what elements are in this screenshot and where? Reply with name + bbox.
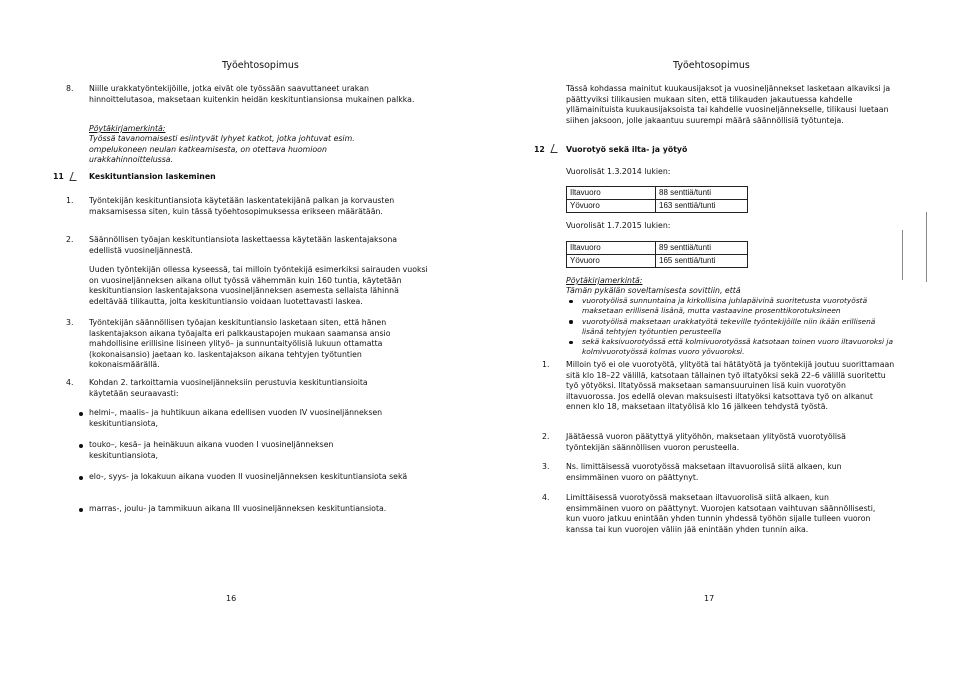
paragraph-number: 4. [542, 493, 550, 502]
bullet-dot [79, 476, 83, 480]
paragraph-2-text: Jäätäessä vuoron päätyttyä ylityöhön, maksetaan ylityöstä vuorotyölisä työntekijän säännöllisen vuoron perusteella. [566, 432, 846, 452]
protocol-bullet-list [566, 296, 896, 358]
shift-amount-cell: 88 senttiä/tunti [656, 187, 748, 200]
intro-text: Tässä kohdassa mainitut kuukausijaksot ja vuosineljännekset lasketaan alkaviksi ja päättyviksi tilikausien mukaan siten, että tilikauden jakautuessa kahdelle yllämainituista kuukausijaksoista tai kahdelle vuosineljännekselle, tilikausi luetaan siihen jaksoon, jolle jakaantuu suurempi määrä säännöllisiä työtunteja. [566, 84, 891, 125]
paragraph-2-text: Säännöllisen työajan keskituntiansiota laskettaessa käytetään laskentajaksona edellistä vuosineljännestä. [89, 235, 398, 255]
page-number: 17 [704, 594, 715, 603]
bullet-item: elo-, syys- ja lokakuun aikana vuoden II vuosineljänneksen keskituntiansiota sekä [89, 472, 408, 481]
paragraph-number: 2. [66, 235, 74, 244]
shift-amount-cell: 165 senttiä/tunti [656, 255, 748, 268]
protocol-note-label: Pöytäkirjamerkintä: [89, 124, 166, 133]
paragraph-number: 1. [542, 360, 550, 369]
shift-name-cell: Yövuoro [567, 255, 656, 268]
section-number: 12 [534, 145, 545, 154]
section-title: Vuorotyö sekä ilta- ja yötyö [566, 145, 688, 154]
protocol-note-text: Työssä tavanomaisesti esiintyvät lyhyet katkot, jotka johtuvat esim. ompelukoneen neulan katkeamisesta, on otettava huomioon urakkahinnoittelussa. [89, 134, 355, 165]
paragraph-3-text: Ns. limittäisessä vuorotyössä maksetaan iltavuorolisä siitä alkaen, kun ensimmäinen vuoro on päättynyt. [566, 462, 842, 482]
page-header: Työehtosopimus [222, 60, 299, 71]
paragraph-number: 3. [66, 318, 74, 327]
list-item: vuorotyölisä sunnuntaina ja kirkollisina juhlapäivinä suoritetusta vuorotyöstä maksetaan erillisenä lisänä, mutta vastaavine prosenttikorotuksineen [566, 296, 896, 317]
table-row [567, 200, 748, 213]
list-item: vuorotyölisä maksetaan urakkatyötä tekeville työntekijöille niin ikään erillisenä lisänä tehtyjen työtuntien perusteella [566, 317, 896, 338]
bullet-item: touko–, kesä– ja heinäkuun aikana vuoden I vuosineljänneksen keskituntiansiota, [89, 440, 334, 460]
paragraph-4-text: Kohdan 2. tarkoittamia vuosineljänneksiin perustuvia keskituntiansioita käytetään seuraavasti: [89, 378, 368, 398]
section-mark-icon [550, 144, 560, 153]
section-number: 11 [53, 172, 64, 181]
paragraph-number: 2. [542, 432, 550, 441]
bullet-dot [79, 444, 83, 448]
item-number: 8. [66, 84, 74, 93]
list-item: sekä kaksivuorotyössä että kolmivuorotyössä katsotaan toinen vuoro iltavuoroksi ja kolmivuorotyössä kolmas vuoro yövuoroksi. [566, 337, 896, 358]
paragraph-4-text: Limittäisessä vuorotyössä maksetaan iltavuorolisä siitä alkaen, kun ensimmäinen vuoro on päättynyt. Vuorojen katsotaan vaihtuvan säännöllisesti, kun vuoro jatkuu enintään yhden tunnin yhdessä työhön sijalle tulleen vuoron kanssa tai kun vuorojen väliin jää enintään yhden tunnin aika. [566, 493, 876, 534]
shift-name-cell: Iltavuoro [567, 242, 656, 255]
protocol-note-intro: Tämän pykälän soveltamisesta sovittiin, että [566, 286, 741, 295]
right-page [480, 0, 960, 674]
paragraph-number: 1. [66, 196, 74, 205]
table-row [567, 255, 748, 268]
section-title: Keskituntiansion laskeminen [89, 172, 216, 181]
bullet-dot [79, 412, 83, 416]
margin-change-bar [902, 230, 903, 280]
paragraph-1-text: Työntekijän keskituntiansiota käytetään laskentatekijänä palkan ja korvausten maksamisessa siten, kuin tässä työehtosopimuksessa erikseen määrätään. [89, 196, 395, 216]
shift-rate-table [566, 241, 748, 268]
shift-rate-table [566, 186, 748, 213]
table-row [567, 187, 748, 200]
paragraph-2b-text: Uuden työntekijän ollessa kyseessä, tai milloin työntekijä esimerkiksi sairauden vuoksi on vuosineljänneksen aikana ollut työssä vähemmän kuin 160 tuntia, käytetään keskituntiansion laskentajaksona vuosineljänneksen asemesta sellaista lähinnä edeltävää tilikautta, jolta keskituntiansio voidaan luotettavasti laskea. [89, 265, 428, 306]
paragraph-number: 3. [542, 462, 550, 471]
protocol-note-label: Pöytäkirjamerkintä: [566, 276, 643, 285]
paragraph-number: 4. [66, 378, 74, 387]
bullet-item: helmi–, maalis– ja huhtikuun aikana edellisen vuoden IV vuosineljänneksen keskituntiansiota, [89, 408, 383, 428]
rate-validity-label: Vuorolisät 1.7.2015 lukien: [566, 221, 671, 230]
table-row [567, 242, 748, 255]
paragraph-1-text: Milloin työ ei ole vuorotyötä, ylityötä tai hätätyötä ja työntekijä joutuu suorittamaan sitä klo 18–22 välillä, katsotaan tällainen työ iltatyöksi sekä 22–6 välillä suoritettu työ yötyöksi. Iltatyössä maksetaan samansuuruinen lisä kuin vuorotyön iltavuorossa. Jos edellä olevan maksuisesti iltatyöksi katsottava työ on alkanut ennen klo 18, maksetaan iltatyölisä klo 16 jälkeen tehdystä työstä. [566, 360, 895, 412]
bullet-dot [79, 508, 83, 512]
bullet-item: marras-, joulu- ja tammikuun aikana III vuosineljänneksen keskituntiansiota. [89, 504, 387, 513]
shift-amount-cell: 163 senttiä/tunti [656, 200, 748, 213]
page-number: 16 [226, 594, 237, 603]
margin-change-bar [926, 212, 927, 282]
page-header: Työehtosopimus [673, 60, 750, 71]
section-mark-icon [69, 172, 79, 181]
paragraph-3-text: Työntekijän säännöllisen työajan keskituntiansio lasketaan siten, että hänen laskentajakson aikana työajalta eri palkkaustapojen mukaan saamansa ansio mahdollisine erillisine lisineen ylityö– ja sunnuntaityölisiä lukuun ottamatta (kokonaisansio) jaetaan ko. laskentajakson aikana tehtyjen työtuntien kokonaismäärällä. [89, 318, 391, 370]
item-8-text: Niille urakkatyöntekijöille, jotka eivät ole työssään saavuttaneet urakan hinnoittelutasoa, maksetaan kuitenkin heidän keskituntiansionsa mukainen palkka. [89, 84, 415, 104]
rate-validity-label: Vuorolisät 1.3.2014 lukien: [566, 167, 671, 176]
shift-amount-cell: 89 senttiä/tunti [656, 242, 748, 255]
shift-name-cell: Yövuoro [567, 200, 656, 213]
shift-name-cell: Iltavuoro [567, 187, 656, 200]
